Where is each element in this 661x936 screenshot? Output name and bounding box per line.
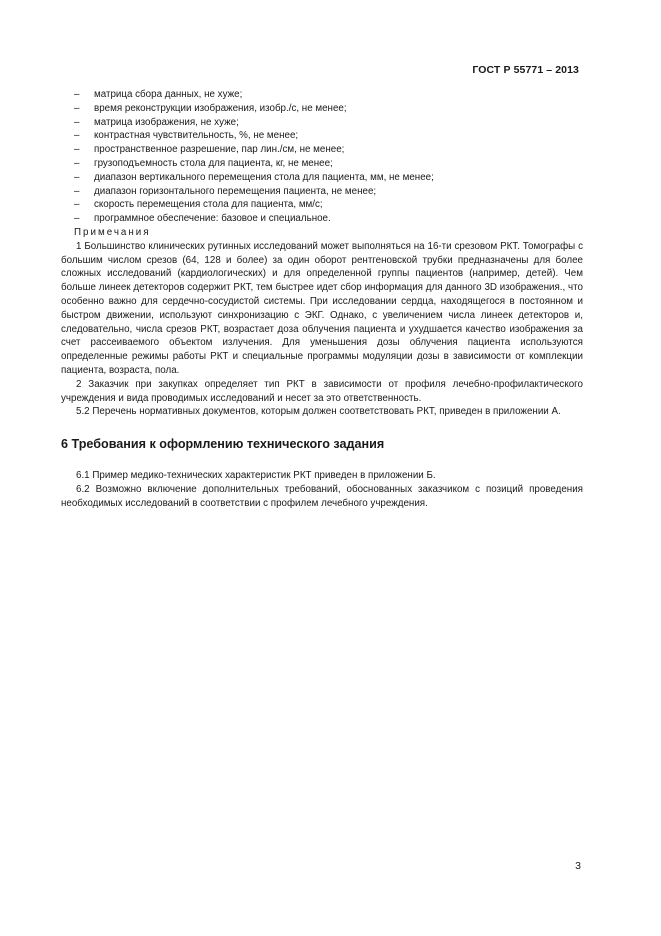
- list-item: – диапазон горизонтального перемещения пациента, не менее;: [61, 185, 583, 199]
- list-item: – матрица сбора данных, не хуже;: [61, 88, 583, 102]
- list-item: – матрица изображения, не хуже;: [61, 116, 583, 130]
- paragraph-6-1: 6.1 Пример медико-технических характеристик РКТ приведен в приложении Б.: [76, 470, 436, 482]
- notes-title: Примечания: [74, 226, 151, 238]
- section-6-title: 6 Требования к оформлению технического задания: [61, 437, 385, 452]
- list-item: – пространственное разрешение, пар лин./см, не менее;: [61, 143, 583, 157]
- requirements-list: [61, 88, 583, 226]
- list-item: – грузоподъемность стола для пациента, кг, не менее;: [61, 157, 583, 171]
- list-item: – время реконструкции изображения, изобр./с, не менее;: [61, 102, 583, 116]
- note-1: 1 Большинство клинических рутинных исследований может выполняться на 16-ти срезовом РКТ. Томографы с большим числом срезов (64, 128 и более) за один оборот рентгеновской трубки предназначены для более сложных исследований (кардиологических) и для определенной группы пациентов (например, детей). Чем больше линеек детекторов содержит РКТ, тем быстрее идет сбор информация для данного 3D изображения., что особенно важно для сердечно-сосудистой системы. При исследовании сердца, находящегося в постоянном и быстром движении, используют синхронизацию с ЭКГ. Однако, с увеличением числа линеек детекторов и, следовательно, числа срезов РКТ, возрастает доза облучения пациента и ухудшается качество изображения за счет рассеиваемого объектом излучения. Для уменьшения дозы облучения пациента используются определенные режимы работы РКТ и специальные программы модуляции дозы в зависимости от комплекции пациента, возраста, пола.: [61, 240, 583, 376]
- list-item: – скорость перемещения стола для пациента, мм/с;: [61, 198, 583, 212]
- page-number: 3: [575, 860, 581, 872]
- note-2: 2 Заказчик при закупках определяет тип РКТ в зависимости от профиля лечебно-профилактического учреждения и вида проводимых исследований и несет за это ответственность.: [61, 378, 583, 404]
- list-item: – контрастная чувствительность, %, не менее;: [61, 129, 583, 143]
- paragraph-6-2: 6.2 Возможно включение дополнительных требований, обоснованных заказчиком с позиций проведения необходимых исследований в соответствии с профилем лечебного учреждения.: [61, 483, 583, 509]
- list-item: – диапазон вертикального перемещения стола для пациента, мм, не менее;: [61, 171, 583, 185]
- document-body: [61, 88, 583, 511]
- list-item: – программное обеспечение: базовое и специальное.: [61, 212, 583, 226]
- paragraph-5-2: 5.2 Перечень нормативных документов, которым должен соответствовать РКТ, приведен в приложении А.: [76, 406, 561, 418]
- document-header: ГОСТ Р 55771 – 2013: [472, 64, 579, 76]
